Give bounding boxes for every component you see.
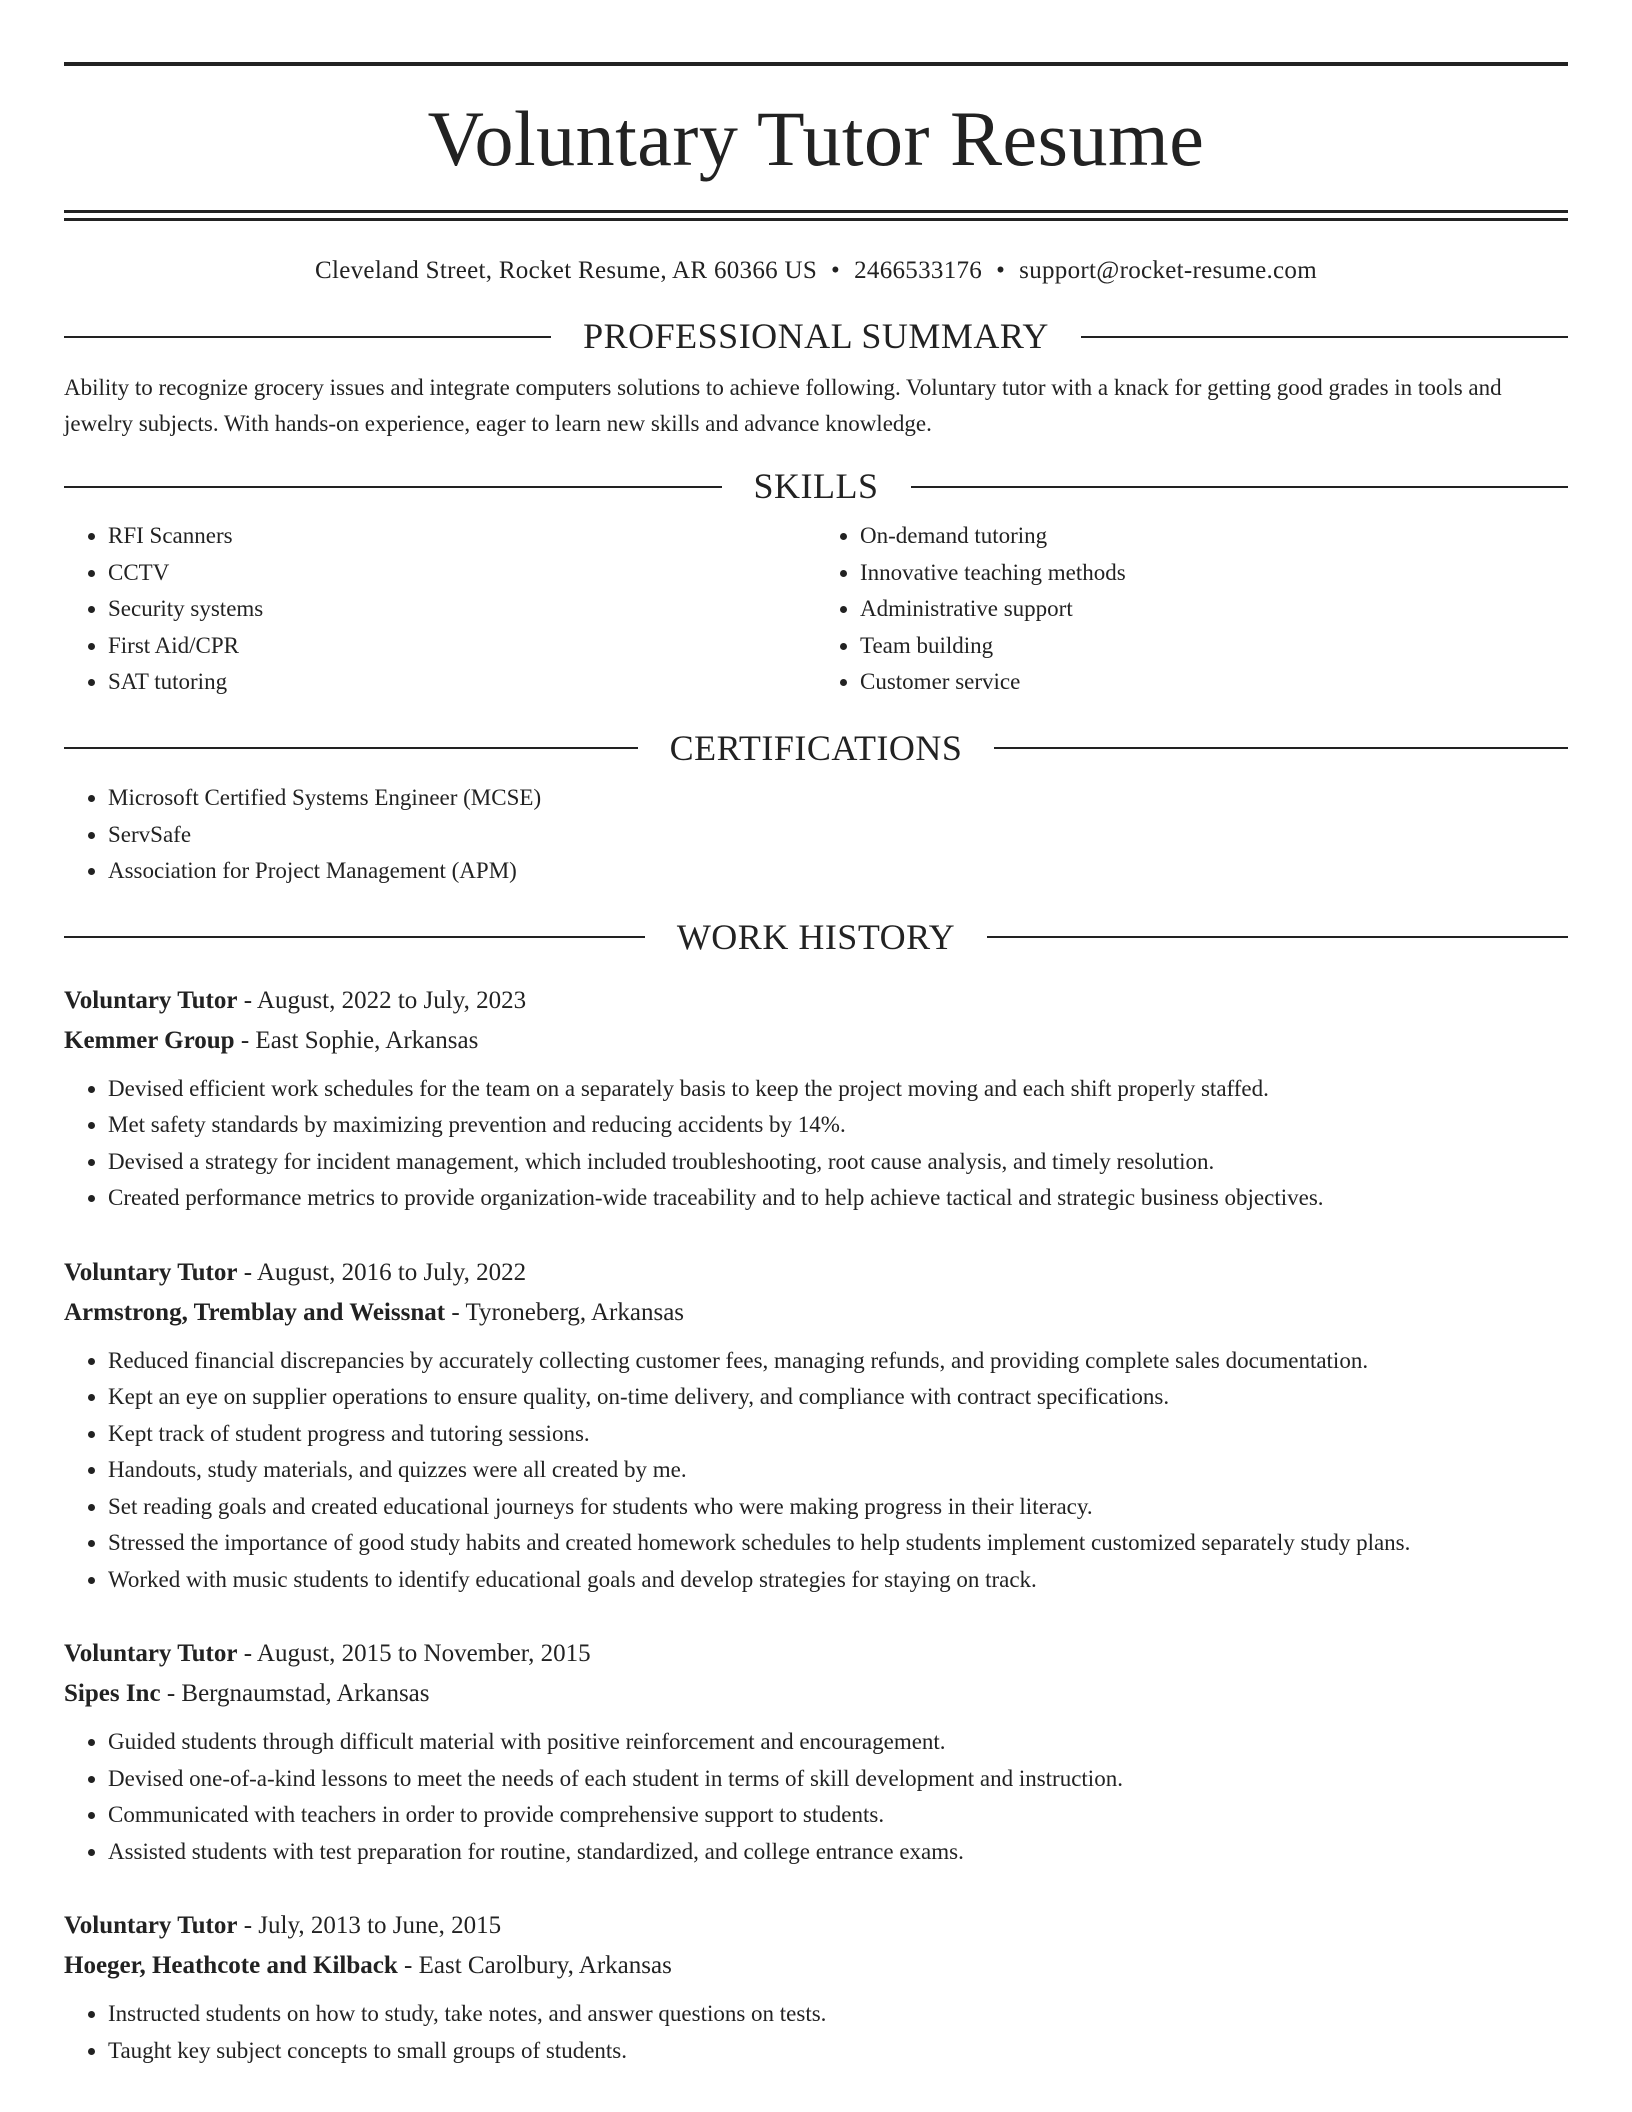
skill-item: • Customer service [860,664,1568,701]
skill-item: • RFI Scanners [108,518,816,555]
job-bullet: • Assisted students with test preparation for routine, standardized, and college entrance exams. [108,1834,1568,1871]
skill-item: • Innovative teaching methods [860,555,1568,592]
job-bullet: • Met safety standards by maximizing prevention and reducing accidents by 14%. [108,1107,1568,1144]
skill-item: • SAT tutoring [108,664,816,701]
job-entry [64,1906,1568,2069]
job-bullet: • Guided students through difficult material with positive reinforcement and encouragement. [108,1724,1568,1761]
job-dates: - August, 2015 to November, 2015 [237,1640,591,1668]
job-bullets [64,1343,1568,1599]
resume-page [64,0,1568,2069]
certification-item: • ServSafe [108,817,1568,854]
job-entry [64,1253,1568,1599]
job-title: Voluntary Tutor [64,1640,238,1668]
skill-item: • Security systems [108,591,816,628]
heading-rule [64,936,645,938]
heading-rule [64,336,551,338]
section-title: PROFESSIONAL SUMMARY [583,316,1049,356]
contact-address: Cleveland Street, Rocket Resume, AR 60366 US [315,257,818,284]
job-title: Voluntary Tutor [64,1912,238,1940]
skill-item: • First Aid/CPR [108,628,816,665]
heading-rule [64,486,722,488]
title-double-rule [64,210,1568,221]
skill-item: • Team building [860,628,1568,665]
section-title: SKILLS [753,466,879,507]
skills-list-left [64,518,816,701]
skills-list-right [816,518,1568,701]
section-title: WORK HISTORY [676,916,956,957]
skill-item: • Administrative support [860,591,1568,628]
job-bullet: • Kept track of student progress and tutoring sessions. [108,1416,1568,1453]
job-title-line [64,1634,1568,1674]
job-dates: - August, 2022 to July, 2023 [237,986,527,1014]
job-bullet: • Devised one-of-a-kind lessons to meet the needs of each student in terms of skill development and instruction. [108,1761,1568,1798]
job-bullet: • Created performance metrics to provide organization-wide traceability and to help achieve tactical and strategic business objectives. [108,1180,1568,1217]
job-title: Voluntary Tutor [64,1258,238,1286]
job-company-line [64,1021,1568,1061]
job-bullet: • Handouts, study materials, and quizzes were all created by me. [108,1452,1568,1489]
heading-rule [994,747,1568,749]
certification-item: • Association for Project Management (APM) [108,853,1568,890]
job-company-line [64,1946,1568,1986]
job-title-line [64,1906,1568,1946]
skills-columns [64,518,1568,701]
certification-item: • Microsoft Certified Systems Engineer (MCSE) [108,780,1568,817]
section-heading-skills [64,465,1568,508]
skill-item: • On-demand tutoring [860,518,1568,555]
job-location: - Tyroneberg, Arkansas [445,1298,685,1326]
page-title: Voluntary Tutor Resume [427,95,1205,182]
job-bullet: • Set reading goals and created educational journeys for students who were making progress in their literacy. [108,1489,1568,1526]
heading-rule [1081,336,1568,338]
section-heading-certifications [64,727,1568,770]
job-entry [64,981,1568,1217]
job-location: - East Carolbury, Arkansas [397,1952,672,1980]
contact-separator: • [996,257,1006,284]
section-heading-work-history [64,916,1568,959]
job-bullet: • Reduced financial discrepancies by accurately collecting customer fees, managing refunds, and providing complete sales documentation. [108,1343,1568,1380]
job-bullet: • Kept an eye on supplier operations to ensure quality, on-time delivery, and compliance with contract specifications. [108,1379,1568,1416]
top-rule [64,62,1568,66]
job-company: Armstrong, Tremblay and Weissnat [64,1298,446,1326]
job-title-line [64,981,1568,1021]
heading-rule [987,936,1568,938]
job-title: Voluntary Tutor [64,986,238,1014]
skill-item: • CCTV [108,555,816,592]
job-dates: - July, 2013 to June, 2015 [237,1912,502,1940]
job-bullet: • Stressed the importance of good study habits and created homework schedules to help students implement customized separately study plans. [108,1525,1568,1562]
summary-text: Ability to recognize grocery issues and integrate computers solutions to achieve following. Voluntary tutor with a knack for getting good grades in tools and jewelry subjects. With hands-on experience, eager to learn new skills and advance knowledge. [64,375,1502,437]
job-company-line [64,1674,1568,1714]
job-company: Kemmer Group [64,1026,235,1054]
job-entry [64,1634,1568,1870]
job-bullet: • Communicated with teachers in order to provide comprehensive support to students. [108,1797,1568,1834]
job-company: Sipes Inc [64,1680,161,1708]
job-title-line [64,1253,1568,1293]
job-bullets [64,1724,1568,1870]
job-bullets [64,1996,1568,2069]
job-bullet: • Worked with music students to identify educational goals and develop strategies for staying on track. [108,1562,1568,1599]
contact-line [64,257,1568,285]
work-history-list [64,981,1568,2070]
certifications-list [64,780,1568,890]
job-location: - Bergnaumstad, Arkansas [160,1680,430,1708]
job-bullet: • Instructed students on how to study, take notes, and answer questions on tests. [108,1996,1568,2033]
job-company: Hoeger, Heathcote and Kilback [64,1952,398,1980]
contact-email: support@rocket-resume.com [1019,257,1317,284]
job-bullet: • Devised a strategy for incident management, which included troubleshooting, root cause analysis, and timely resolution. [108,1144,1568,1181]
job-bullet: • Devised efficient work schedules for the team on a separately basis to keep the project moving and each shift properly staffed. [108,1071,1568,1108]
job-bullet: • Taught key subject concepts to small groups of students. [108,2033,1568,2070]
job-company-line [64,1293,1568,1333]
heading-rule [64,747,638,749]
job-bullets [64,1071,1568,1217]
heading-rule [911,486,1569,488]
section-title: CERTIFICATIONS [669,727,963,768]
job-dates: - August, 2016 to July, 2022 [237,1258,527,1286]
job-location: - East Sophie, Arkansas [234,1026,479,1054]
section-heading-summary [64,315,1568,358]
contact-separator: • [831,257,841,284]
contact-phone: 2466533176 [854,257,983,284]
